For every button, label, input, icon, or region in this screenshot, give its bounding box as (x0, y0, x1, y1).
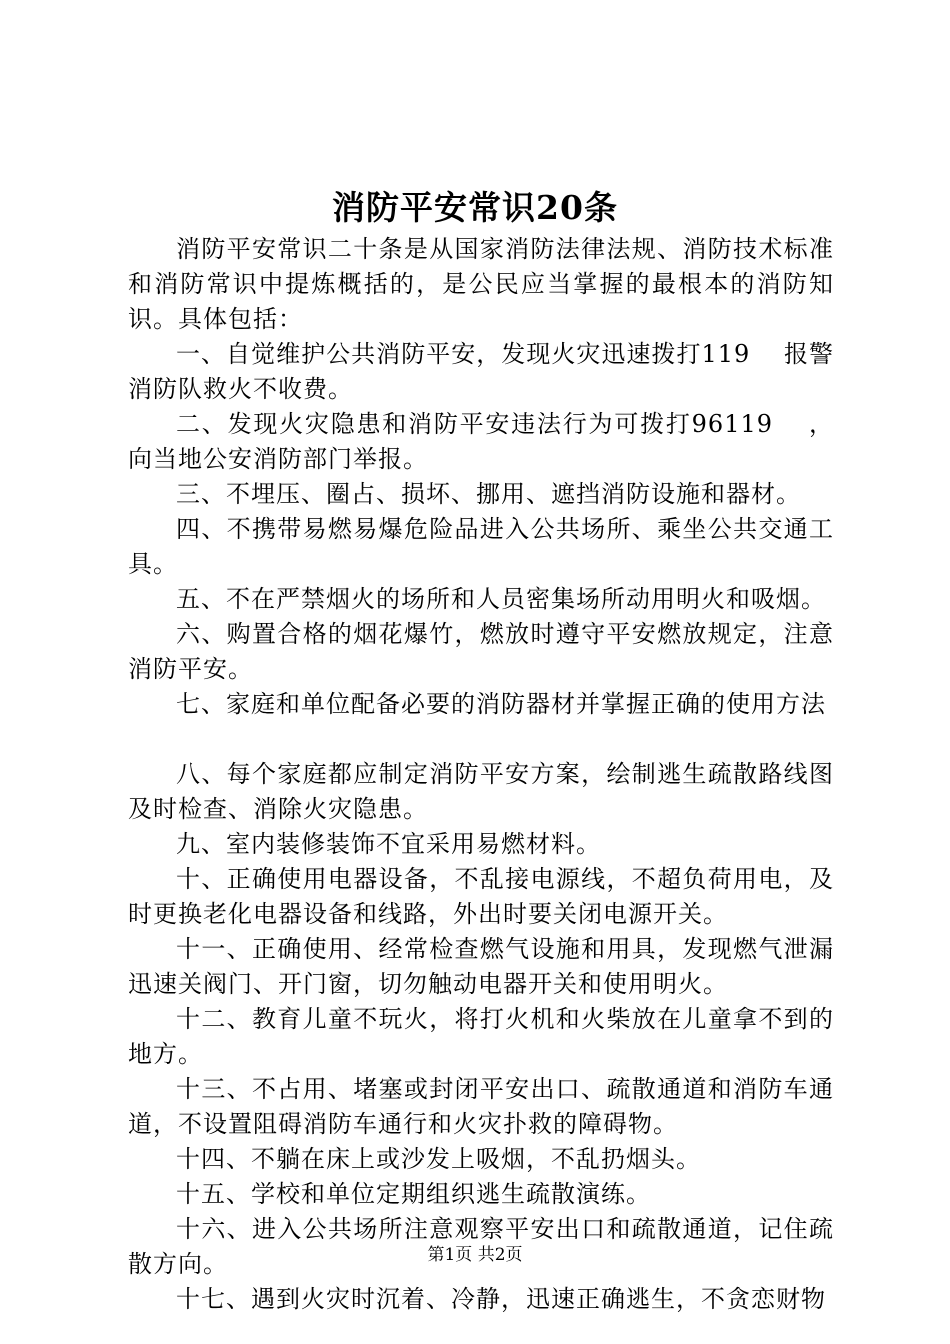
paragraph-item-6: 六、购置合格的烟花爆竹，燃放时遵守平安燃放规定，注意消防平安。 (128, 620, 834, 683)
paragraph-item-12: 十二、教育儿童不玩火，将打火机和火柴放在儿童拿不到的地方。 (128, 1005, 834, 1068)
paragraph-item-1: 一、自觉维护公共消防平安，发现火灾迅速拨打119 报警消防队救火不收费。 (128, 340, 834, 403)
paragraph-item-13: 十三、不占用、堵塞或封闭平安出口、疏散通道和消防车通道，不设置阻碍消防车通行和火灾扑救的障碍物。 (128, 1075, 834, 1138)
blank-line (128, 722, 834, 757)
paragraph-item-16: 十六、进入公共场所注意观察平安出口和疏散通道，记住疏散方向。 (128, 1215, 834, 1278)
document-body (128, 232, 834, 1317)
page-footer: 第1页 共2页 (427, 1245, 523, 1265)
paragraph-item-7: 七、家庭和单位配备必要的消防器材并掌握正确的使用方法 (176, 690, 826, 718)
document-title: 消防平安常识20条 (332, 188, 618, 227)
paragraph-item-10: 十、正确使用电器设备，不乱接电源线，不超负荷用电，及时更换老化电器设备和线路，外出时要关闭电源开关。 (128, 865, 834, 928)
paragraph-item-17: 十七、遇到火灾时沉着、冷静，迅速正确逃生，不贪恋财物 (176, 1285, 826, 1313)
paragraph-item-14: 十四、不躺在床上或沙发上吸烟，不乱扔烟头。 (176, 1145, 701, 1173)
paragraph-item-8: 八、每个家庭都应制定消防平安方案，绘制逃生疏散路线图及时检查、消除火灾隐患。 (128, 760, 834, 823)
paragraph-item-4: 四、不携带易燃易爆危险品进入公共场所、乘坐公共交通工具。 (128, 515, 834, 578)
paragraph-item-15: 十五、学校和单位定期组织逃生疏散演练。 (176, 1180, 651, 1208)
paragraph-intro: 消防平安常识二十条是从国家消防法律法规、消防技术标准和消防常识中提炼概括的，是公民应当掌握的最根本的消防知识。具体包括： (128, 235, 834, 333)
paragraph-item-2: 二、发现火灾隐患和消防平安违法行为可拨打96119 ，向当地公安消防部门举报。 (128, 410, 834, 473)
paragraph-item-9: 九、室内装修装饰不宜采用易燃材料。 (176, 830, 601, 858)
paragraph-item-3: 三、不埋压、圈占、损坏、挪用、遮挡消防设施和器材。 (176, 480, 801, 508)
paragraph-item-5: 五、不在严禁烟火的场所和人员密集场所动用明火和吸烟。 (176, 585, 826, 613)
paragraph-item-11: 十一、正确使用、经常检查燃气设施和用具，发现燃气泄漏迅速关阀门、开门窗，切勿触动电器开关和使用明火。 (128, 935, 834, 998)
